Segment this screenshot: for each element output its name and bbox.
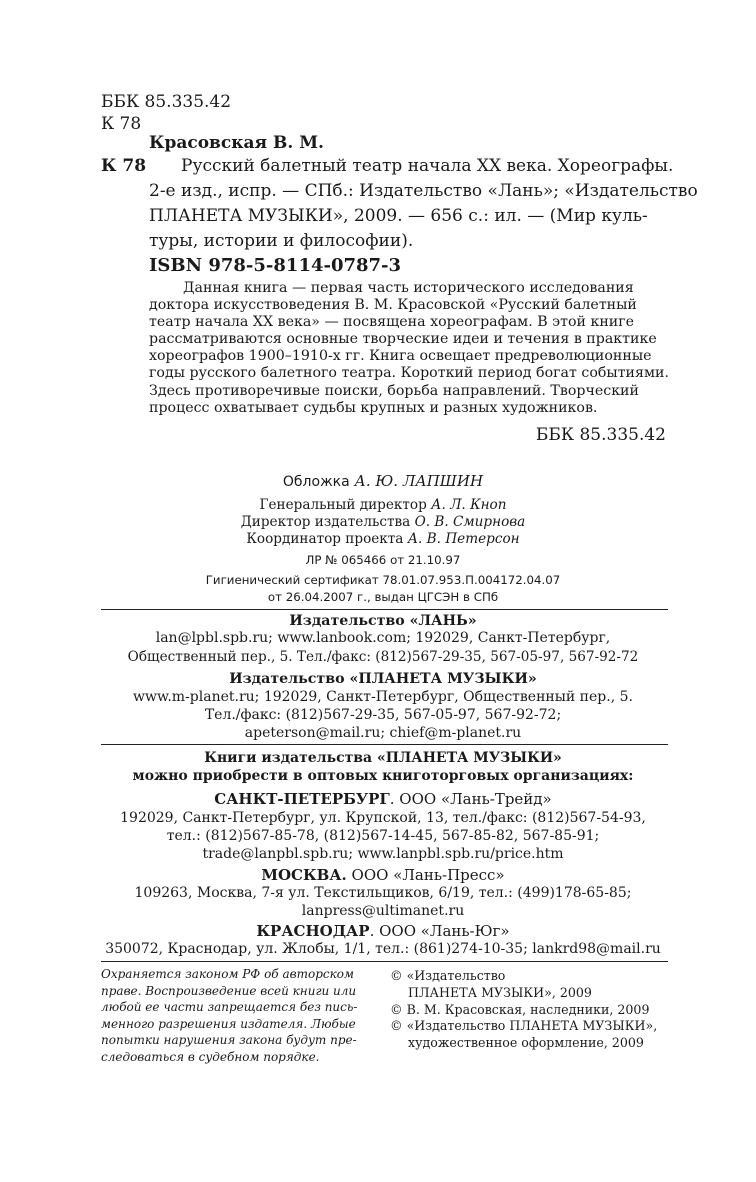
- lan-publisher-title: Издательство «ЛАНЬ»: [289, 613, 477, 629]
- general-director: [101, 497, 665, 513]
- legal-notice: [101, 966, 357, 1066]
- spb-heading: [101, 790, 665, 808]
- annotation-line: театр начала XX века» — посвящена хореографам. В этой книге: [149, 314, 635, 331]
- spb-line-1: 192029, Санкт-Петербург, ул. Крупской, 13, тел./факс: (812)567-54-93,: [120, 810, 646, 826]
- msk-line-1: 109263, Москва, 7-я ул. Текстильщиков, 6/19, тел.: (499)178-65-85;: [134, 885, 632, 901]
- msk-line-2: lanpress@ultimanet.ru: [301, 903, 465, 919]
- author-mark-bold: К 78: [101, 156, 147, 176]
- bbk-code: ББК 85.335.42: [101, 92, 232, 112]
- divider: [101, 744, 668, 745]
- project-coordinator: [101, 531, 665, 547]
- general-director-label: Генеральный директор: [259, 497, 427, 513]
- annotation-line: доктора искусствоведения В. М. Красовской «Русский балетный: [149, 297, 637, 314]
- divider: [101, 609, 668, 610]
- annotation-line: Данная книга — первая часть исторического исследования: [183, 280, 634, 296]
- publishing-director: [101, 514, 665, 530]
- bib-line-3: ПЛАНЕТА МУЗЫКИ», 2009. — 656 с.: ил. — (Мир куль-: [149, 206, 648, 226]
- legal-line: любой ее части запрещается без пись-: [101, 1000, 358, 1015]
- hygiene-certificate-date: от 26.04.2007 г., выдан ЦГСЭН в СПб: [267, 590, 499, 604]
- legal-line: следоваться в судебном порядке.: [101, 1049, 320, 1064]
- annotation: [149, 280, 669, 417]
- bib-line-4: туры, истории и философии).: [149, 231, 414, 251]
- copyright-line: © «Издательство ПЛАНЕТА МУЗЫКИ»,: [390, 1018, 658, 1034]
- legal-line: Охраняется законом РФ об авторском: [101, 967, 354, 981]
- annotation-line: процесс охватывает судьбы крупных и разных художников.: [149, 399, 598, 416]
- planet-contacts-line-3: apeterson@mail.ru; chief@m-planet.ru: [244, 725, 522, 741]
- isbn: ISBN 978-5-8114-0787-3: [149, 255, 402, 276]
- spb-city: САНКТ-ПЕТЕРБУРГ: [214, 790, 390, 808]
- annotation-line: хореографов 1900–1910-х гг. Книга освещает предреволюционные: [149, 348, 652, 365]
- cover-credit: [101, 472, 665, 490]
- publishing-director-name: О. В. Смирнова: [414, 514, 526, 530]
- legal-line: менного разрешения издателя. Любые: [101, 1016, 356, 1031]
- copyright-block: [390, 968, 657, 1052]
- legal-line: попытки нарушения закона будут пре-: [101, 1033, 357, 1048]
- hygiene-certificate: Гигиенический сертификат 78.01.07.953.П.004172.04.07: [205, 573, 561, 587]
- planet-contacts-line-1: www.m-planet.ru; 192029, Санкт-Петербург, Общественный пер., 5.: [133, 689, 633, 705]
- msk-org: ООО «Лань-Пресс»: [346, 866, 505, 884]
- lan-contacts-line-1: lan@lpbl.spb.ru; www.lanbook.com; 192029, Санкт-Петербург,: [155, 630, 611, 646]
- krd-org: . ООО «Лань-Юг»: [369, 922, 510, 940]
- spb-line-2: тел.: (812)567-85-78, (812)567-14-45, 567-85-82, 567-85-91;: [166, 828, 600, 844]
- copyright-line: ПЛАНЕТА МУЗЫКИ», 2009: [408, 984, 592, 1000]
- author-mark: К 78: [101, 114, 142, 134]
- bib-line-2: 2-е изд., испр. — СПб.: Издательство «Лань»; «Издательство: [149, 181, 698, 201]
- annotation-line: годы русского балетного театра. Короткий период богат событиями.: [149, 365, 669, 382]
- copyright-line: художественное оформление, 2009: [408, 1035, 644, 1051]
- copyright-line: © «Издательство: [390, 968, 506, 983]
- project-coordinator-name: А. В. Петерсон: [407, 531, 520, 547]
- planet-contacts-line-2: Тел./факс: (812)567-29-35, 567-05-97, 567-92-72;: [204, 707, 562, 723]
- bib-line-1: Русский балетный театр начала XX века. Хореографы.: [181, 156, 674, 176]
- legal-line: праве. Воспроизведение всей книги или: [101, 983, 357, 998]
- krd-city: КРАСНОДАР: [256, 922, 370, 940]
- annotation-line: рассматриваются основные творческие идеи и течения в практике: [149, 331, 657, 348]
- copyright-line: © В. М. Красовская, наследники, 2009: [390, 1001, 650, 1017]
- bbk-code-right: ББК 85.335.42: [535, 425, 666, 445]
- krd-heading: [101, 922, 665, 940]
- annotation-line: Здесь противоречивые поиски, борьба направлений. Творческий: [149, 382, 639, 399]
- spb-line-3: trade@lanpbl.spb.ru; www.lanpbl.spb.ru/price.htm: [202, 846, 564, 862]
- project-coordinator-label: Координатор проекта: [246, 531, 404, 547]
- krd-line-1: 350072, Краснодар, ул. Жлобы, 1/1, тел.: (861)274-10-35; lankrd98@mail.ru: [105, 941, 661, 957]
- license-number: ЛР № 065466 от 21.10.97: [305, 553, 461, 567]
- general-director-name: А. Л. Кноп: [431, 497, 507, 513]
- author-name: Красовская В. М.: [149, 133, 324, 153]
- msk-heading: [101, 866, 665, 884]
- shops-title-1: Книги издательства «ПЛАНЕТА МУЗЫКИ»: [204, 750, 562, 766]
- msk-city: МОСКВА.: [261, 866, 347, 884]
- spb-org: . ООО «Лань-Трейд»: [389, 790, 552, 808]
- cover-designer: А. Ю. ЛАПШИН: [354, 472, 484, 490]
- planet-publisher-title: Издательство «ПЛАНЕТА МУЗЫКИ»: [229, 671, 537, 687]
- lan-contacts-line-2: Общественный пер., 5. Тел./факс: (812)567-29-35, 567-05-97, 567-92-72: [127, 649, 639, 665]
- publishing-director-label: Директор издательства: [240, 514, 411, 530]
- cover-label: Обложка: [282, 474, 350, 490]
- divider: [101, 961, 668, 962]
- shops-title-2: можно приобрести в оптовых книготорговых организациях:: [132, 768, 634, 784]
